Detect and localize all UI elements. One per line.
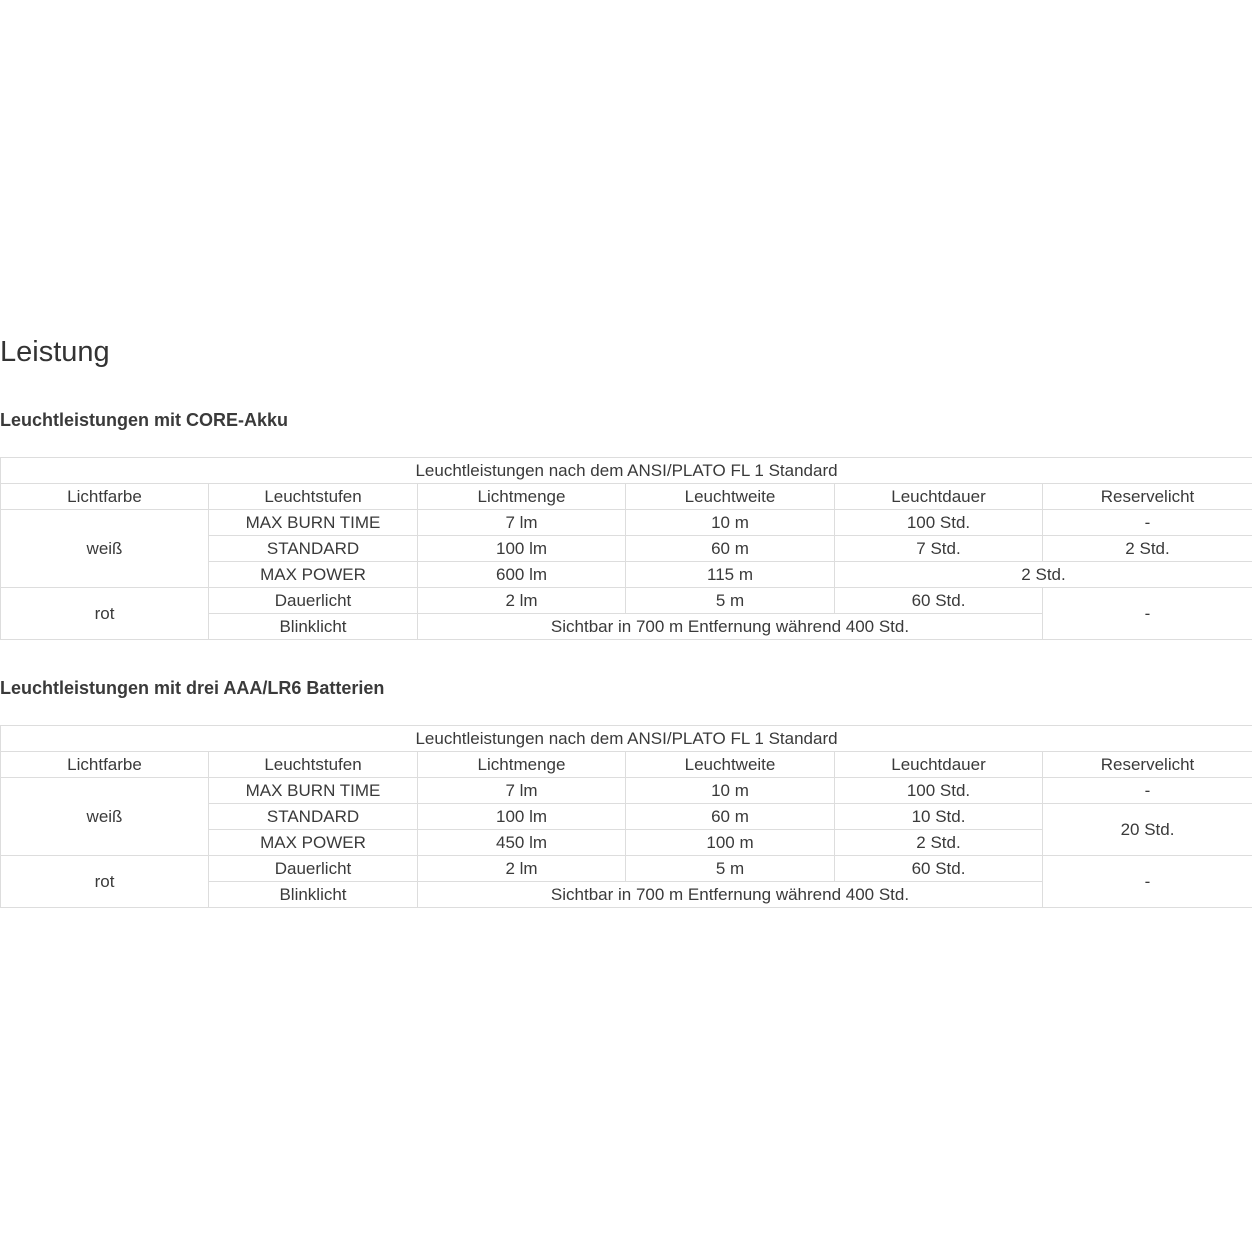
duration-reserve-cell: 2 Std. — [835, 562, 1252, 588]
level-cell: Blinklicht — [209, 614, 418, 640]
reserve-cell: - — [1043, 588, 1252, 640]
table-title-row — [1, 726, 1252, 752]
table-header-row — [1, 484, 1252, 510]
column-header: Leuchtweite — [626, 752, 835, 778]
range-cell: 10 m — [626, 778, 835, 804]
column-header: Reservelicht — [1043, 484, 1252, 510]
range-cell: 60 m — [626, 536, 835, 562]
light-color-cell: weiß — [1, 510, 209, 588]
lumen-cell: 450 lm — [418, 830, 626, 856]
level-cell: MAX BURN TIME — [209, 510, 418, 536]
reserve-cell: 20 Std. — [1043, 804, 1252, 856]
duration-cell: 100 Std. — [835, 778, 1043, 804]
lumen-cell: 2 lm — [418, 856, 626, 882]
duration-cell: 7 Std. — [835, 536, 1043, 562]
light-color-cell: rot — [1, 856, 209, 908]
range-cell: 10 m — [626, 510, 835, 536]
duration-cell: 60 Std. — [835, 588, 1043, 614]
performance-table-aaa-batteries — [0, 725, 1252, 908]
level-cell: Dauerlicht — [209, 588, 418, 614]
lumen-cell: 100 lm — [418, 804, 626, 830]
section-title-core-akku: Leuchtleistungen mit CORE-Akku — [0, 410, 289, 430]
level-cell: Dauerlicht — [209, 856, 418, 882]
column-header: Lichtfarbe — [1, 752, 209, 778]
column-header: Leuchtstufen — [209, 484, 418, 510]
column-header: Leuchtdauer — [835, 752, 1043, 778]
lumen-cell: 100 lm — [418, 536, 626, 562]
column-header: Lichtmenge — [418, 752, 626, 778]
table-header-row — [1, 752, 1252, 778]
column-header: Lichtfarbe — [1, 484, 209, 510]
page-title: Leistung — [0, 336, 110, 368]
level-cell: MAX BURN TIME — [209, 778, 418, 804]
light-color-cell: weiß — [1, 778, 209, 856]
level-cell: Blinklicht — [209, 882, 418, 908]
range-cell: 100 m — [626, 830, 835, 856]
table-row — [1, 778, 1252, 804]
reserve-cell: - — [1043, 778, 1252, 804]
duration-cell: 60 Std. — [835, 856, 1043, 882]
reserve-cell: 2 Std. — [1043, 536, 1252, 562]
lumen-cell: 7 lm — [418, 778, 626, 804]
column-header: Leuchtdauer — [835, 484, 1043, 510]
table-title: Leuchtleistungen nach dem ANSI/PLATO FL 1 Standard — [1, 458, 1252, 484]
range-cell: 115 m — [626, 562, 835, 588]
column-header: Lichtmenge — [418, 484, 626, 510]
column-header: Leuchtweite — [626, 484, 835, 510]
range-cell: 60 m — [626, 804, 835, 830]
level-cell: STANDARD — [209, 804, 418, 830]
blink-note-cell: Sichtbar in 700 m Entfernung während 400 Std. — [418, 614, 1043, 640]
lumen-cell: 2 lm — [418, 588, 626, 614]
table-title-row — [1, 458, 1252, 484]
lumen-cell: 7 lm — [418, 510, 626, 536]
table-title: Leuchtleistungen nach dem ANSI/PLATO FL 1 Standard — [1, 726, 1252, 752]
section-title-aaa-batteries: Leuchtleistungen mit drei AAA/LR6 Batterien — [0, 678, 385, 698]
level-cell: MAX POWER — [209, 830, 418, 856]
duration-cell: 100 Std. — [835, 510, 1043, 536]
light-color-cell: rot — [1, 588, 209, 640]
duration-cell: 2 Std. — [835, 830, 1043, 856]
range-cell: 5 m — [626, 588, 835, 614]
blink-note-cell: Sichtbar in 700 m Entfernung während 400 Std. — [418, 882, 1043, 908]
lumen-cell: 600 lm — [418, 562, 626, 588]
reserve-cell: - — [1043, 510, 1252, 536]
table-row — [1, 856, 1252, 882]
table-row — [1, 588, 1252, 614]
column-header: Leuchtstufen — [209, 752, 418, 778]
reserve-cell: - — [1043, 856, 1252, 908]
duration-cell: 10 Std. — [835, 804, 1043, 830]
performance-table-core-akku — [0, 457, 1252, 640]
level-cell: STANDARD — [209, 536, 418, 562]
range-cell: 5 m — [626, 856, 835, 882]
column-header: Reservelicht — [1043, 752, 1252, 778]
level-cell: MAX POWER — [209, 562, 418, 588]
table-row — [1, 510, 1252, 536]
